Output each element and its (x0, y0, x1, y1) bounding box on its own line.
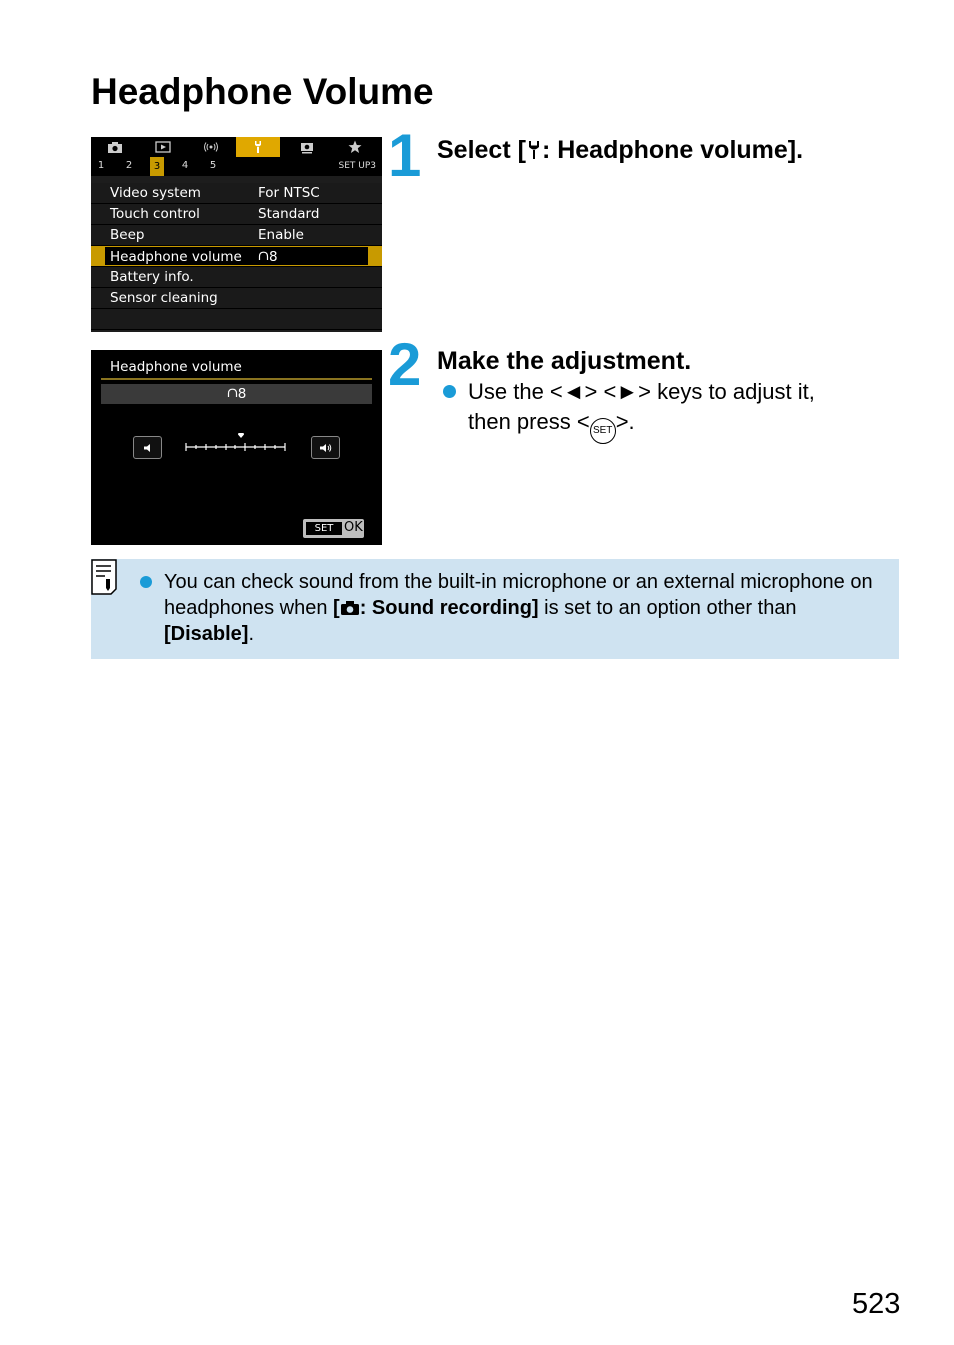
slider-marker (238, 433, 244, 438)
camera-menu-screen (91, 137, 382, 332)
camera-icon (340, 600, 360, 616)
menu-row-label: Sensor cleaning (110, 290, 218, 306)
my-menu-star-tab-icon[interactable] (333, 137, 377, 157)
note-bold-setting (333, 597, 539, 619)
step-2-heading: Make the adjustment. (437, 347, 692, 375)
subpage-number-active[interactable]: 3 (150, 157, 164, 176)
note-text (164, 569, 884, 647)
step-2-line-1: Use the <◄> <►> keys to adjust it, (468, 379, 815, 404)
volume-down-button[interactable] (133, 436, 162, 459)
set-ok-button[interactable] (303, 519, 364, 538)
playback-tab-icon[interactable] (141, 137, 185, 157)
note-bold-prefix: [ (333, 597, 340, 619)
page-number: 523 (852, 1288, 901, 1320)
wireless-tab-icon[interactable] (189, 137, 233, 157)
menu-tab-bar (91, 137, 382, 157)
step-2-line-2-prefix: then press < (468, 409, 590, 434)
menu-row-battery-info[interactable] (91, 267, 382, 288)
step-1-heading (437, 135, 803, 165)
volume-value-display (101, 386, 372, 402)
step-2-line-2 (468, 407, 635, 444)
note-text-part: You can check sound from the built-in microphone or an external microphone on headphones when (164, 571, 873, 619)
menu-row-value: Standard (258, 206, 320, 222)
step-number-1: 1 (388, 122, 422, 189)
volume-value-bar (101, 384, 372, 404)
subpage-number[interactable]: 5 (209, 160, 217, 171)
menu-row-value: For NTSC (258, 185, 320, 201)
speaker-high-icon (319, 442, 333, 454)
setup-wrench-icon (526, 140, 542, 160)
step-2-line-2-suffix: >. (615, 409, 635, 434)
set-label: SET (306, 522, 342, 535)
note-bold-suffix: : Sound recording] (359, 597, 539, 619)
menu-page-indicator: SET UP3 (338, 161, 376, 171)
camera-tab-icon[interactable] (93, 137, 137, 157)
step-number-2: 2 (388, 331, 422, 398)
headphone-volume-screen (91, 350, 382, 545)
note-bold-disable: [Disable] (164, 623, 249, 645)
step-1-heading-prefix: Select [ (437, 136, 526, 164)
bullet-icon (443, 385, 456, 398)
subpage-number[interactable]: 2 (125, 160, 133, 171)
bullet-icon (140, 576, 152, 588)
page-title: Headphone Volume (91, 71, 434, 112)
menu-row-value (258, 247, 278, 267)
selected-row-highlight (105, 247, 368, 265)
note-text-part: . (248, 623, 255, 645)
custom-function-tab-icon[interactable] (285, 137, 329, 157)
volume-level-slider[interactable] (185, 430, 287, 454)
title-underline (101, 378, 372, 380)
subpage-number[interactable]: 1 (97, 160, 105, 171)
headphone-volume-value: 8 (269, 249, 278, 265)
speaker-low-icon (142, 442, 154, 454)
volume-screen-title: Headphone volume (110, 359, 242, 375)
headphone-icon (227, 388, 238, 399)
headphone-icon (258, 251, 269, 262)
menu-row-touch-control[interactable] (91, 204, 382, 225)
volume-up-button[interactable] (311, 436, 340, 459)
menu-row-value: Enable (258, 227, 304, 243)
menu-row-label: Beep (110, 227, 145, 243)
menu-row-beep[interactable] (91, 225, 382, 246)
note-text-part: is set to an option other than (538, 597, 797, 619)
menu-row-label: Battery info. (110, 269, 194, 285)
note-box (91, 559, 899, 659)
menu-row-video-system[interactable] (91, 183, 382, 204)
menu-row-label: Video system (110, 185, 201, 201)
menu-row-label: Touch control (110, 206, 200, 222)
menu-row-sensor-cleaning[interactable] (91, 288, 382, 309)
subpage-number[interactable]: 4 (181, 160, 189, 171)
menu-row-empty (91, 309, 382, 330)
menu-subpage-row (91, 157, 382, 176)
setup-wrench-tab-icon[interactable] (236, 137, 280, 157)
step-1-heading-suffix: : Headphone volume]. (541, 136, 804, 164)
ok-label: OK (344, 520, 363, 535)
volume-value: 8 (237, 386, 247, 402)
menu-row-headphone-volume[interactable] (91, 246, 382, 267)
menu-row-label: Headphone volume (110, 249, 242, 265)
memo-note-icon (91, 559, 117, 595)
set-button-icon: SET (590, 418, 616, 444)
